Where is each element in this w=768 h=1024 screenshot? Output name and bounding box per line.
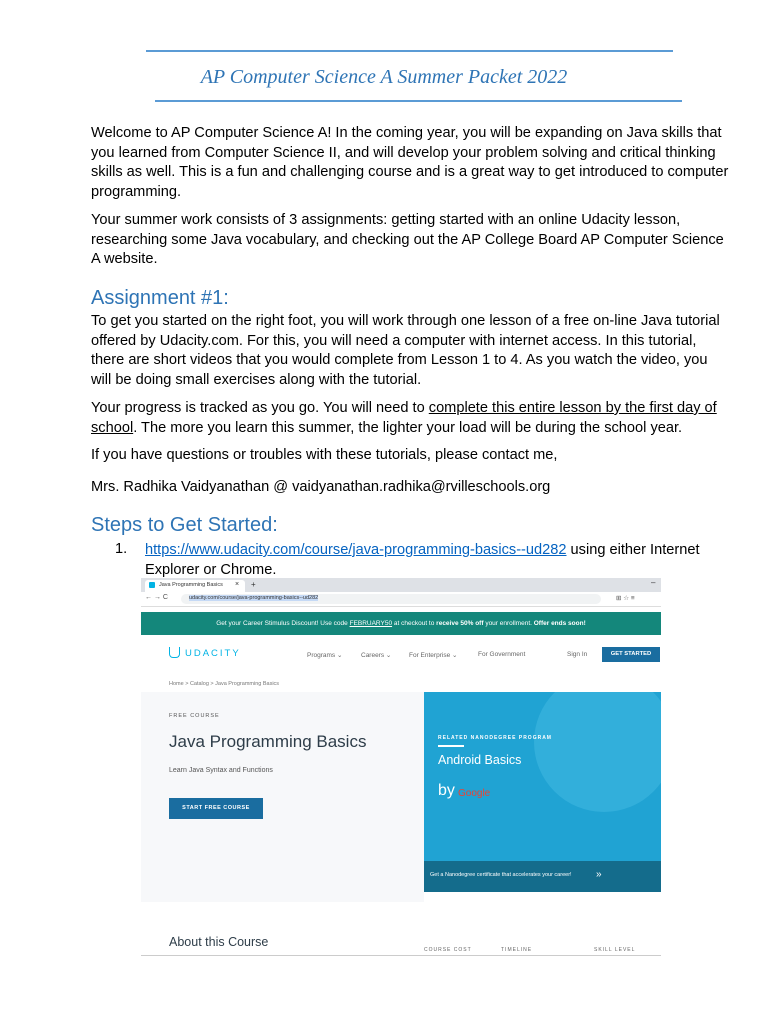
course-kicker: FREE COURSE bbox=[169, 713, 220, 719]
discount-banner: Get your Career Stimulus Discount! Use code FEBRUARY50 at checkout to receive 50% off your enrollment. Offer ends soon! bbox=[141, 612, 661, 635]
assignment-1-heading: Assignment #1: bbox=[91, 287, 229, 309]
assignment-1-paragraph-1: To get you started on the right foot, you will work through one lesson of a free on-line Java tutorial offered by Udacity.com. For this, you will need a computer with internet access. In this tutorial, there are short videos that you would complete from Lesson 1 to 4. As you watch the video, you will be doing small exercises along with the tutorial. bbox=[91, 313, 720, 388]
step-1-text: https://www.udacity.com/course/java-programming-basics--ud282 using either Internet Explorer or Chrome. bbox=[145, 542, 700, 578]
contact-line: Mrs. Radhika Vaidyanathan @ vaidyanathan.radhika@rvilleschools.org bbox=[91, 479, 551, 495]
start-free-course-button[interactable]: START FREE COURSE bbox=[169, 798, 263, 819]
tab-close-icon[interactable]: × bbox=[235, 581, 240, 588]
nav-careers[interactable]: Careers ⌄ bbox=[361, 652, 392, 659]
browser-tab-bar bbox=[141, 578, 661, 592]
title-top-rule bbox=[146, 50, 673, 52]
skill-level-label: SKILL LEVEL bbox=[594, 947, 636, 953]
course-subtitle: Learn Java Syntax and Functions bbox=[169, 767, 273, 774]
intro-paragraph-2: Your summer work consists of 3 assignments: getting started with an online Udacity lesson, researching some Java vocabulary, and checking out the AP College Board AP Computer Science A website. bbox=[91, 212, 724, 268]
udacity-screenshot bbox=[141, 578, 661, 956]
udacity-logo-icon bbox=[169, 647, 180, 658]
nav-signin[interactable]: Sign In bbox=[567, 651, 588, 658]
arrow-right-icon: » bbox=[596, 869, 602, 880]
course-cost-label: COURSE COST bbox=[424, 947, 472, 953]
related-kicker: RELATED NANODEGREE PROGRAM bbox=[438, 735, 552, 741]
step-1-number: 1. bbox=[115, 541, 128, 557]
steps-heading: Steps to Get Started: bbox=[91, 514, 278, 536]
page-title: AP Computer Science A Summer Packet 2022 bbox=[200, 66, 568, 88]
related-by: by bbox=[438, 782, 455, 799]
course-title: Java Programming Basics bbox=[169, 732, 367, 751]
browser-address-bar bbox=[141, 592, 661, 607]
related-divider bbox=[438, 745, 464, 747]
title-bottom-rule bbox=[155, 100, 682, 102]
udacity-course-link[interactable]: https://www.udacity.com/course/java-programming-basics--ud282 bbox=[145, 542, 567, 558]
nav-programs[interactable]: Programs ⌄ bbox=[307, 652, 343, 659]
minimize-icon[interactable]: – bbox=[651, 578, 656, 587]
browser-tab[interactable]: Java Programming Basics × bbox=[145, 580, 245, 592]
assignment-1-paragraph-3: If you have questions or troubles with these tutorials, please contact me, bbox=[91, 447, 558, 463]
instructor-photo bbox=[534, 692, 661, 812]
intro-paragraph-1: Welcome to AP Computer Science A! In the coming year, you will be expanding on Java skills that you learned from Computer Science II, and will develop your problem solving and critical thinking skills as well. This is a fun and challenging course and is a great way to get introduced to computer programming. bbox=[91, 125, 729, 200]
breadcrumb[interactable]: Home > Catalog > Java Programming Basics bbox=[169, 681, 280, 687]
get-started-button[interactable]: GET STARTED bbox=[602, 647, 660, 662]
google-logo: Google bbox=[458, 788, 491, 799]
assignment-1-paragraph-2: Your progress is tracked as you go. You will need to complete this entire lesson by the first day of school. The more you learn this summer, the lighter your load will be during the school year. bbox=[91, 400, 717, 436]
course-hero bbox=[141, 692, 424, 902]
related-footer[interactable]: Get a Nanodegree certificate that accelerates your career! » bbox=[424, 861, 661, 892]
screenshot-bottom-rule bbox=[141, 955, 661, 956]
tab-favicon-icon bbox=[149, 582, 155, 588]
udacity-logo-text: UDACITY bbox=[185, 648, 241, 659]
timeline-label: TIMELINE bbox=[501, 947, 533, 953]
udacity-nav bbox=[141, 635, 661, 669]
extensions-icon[interactable]: ⊞ ☆ ≡ bbox=[616, 595, 635, 602]
nav-enterprise[interactable]: For Enterprise ⌄ bbox=[409, 652, 458, 659]
url-field[interactable]: udacity.com/course/java-programming-basics--ud282 bbox=[181, 594, 601, 604]
about-course-heading: About this Course bbox=[169, 935, 269, 949]
new-tab-icon[interactable]: + bbox=[251, 580, 256, 589]
nav-arrows-icon[interactable]: ← → C bbox=[145, 594, 168, 601]
related-title: Android Basics bbox=[438, 753, 522, 767]
nav-government[interactable]: For Government bbox=[478, 651, 526, 658]
deadline-underline: complete this entire lesson by the first day of school bbox=[91, 400, 717, 436]
